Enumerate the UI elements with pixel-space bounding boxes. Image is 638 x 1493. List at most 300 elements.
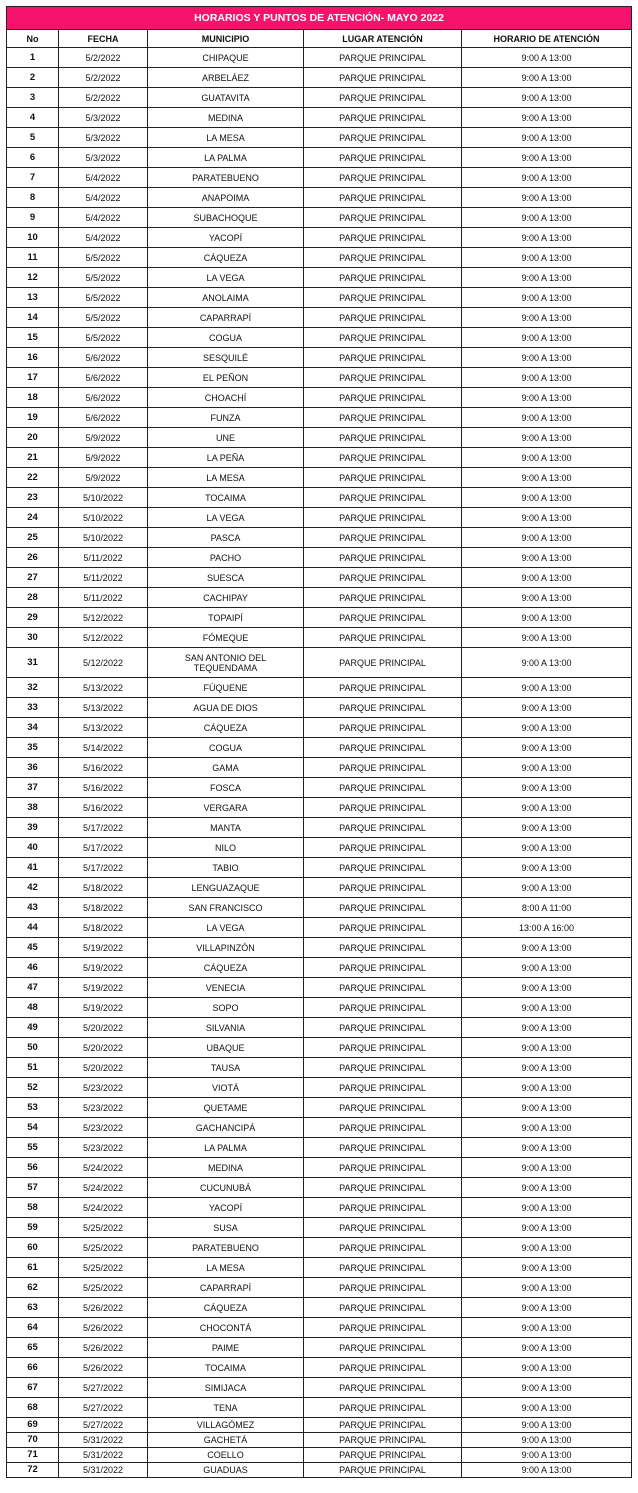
cell-municipio: LENGUAZAQUE [148,878,304,898]
cell-fecha: 5/20/2022 [59,1058,148,1078]
cell-fecha: 5/18/2022 [59,918,148,938]
table-row [7,1178,632,1198]
cell-horario: 9:00 A 13:00 [462,1338,632,1358]
table-row [7,1118,632,1138]
cell-horario: 9:00 A 13:00 [462,1098,632,1118]
cell-fecha: 5/27/2022 [59,1418,148,1433]
cell-no: 42 [7,878,59,898]
cell-horario: 9:00 A 13:00 [462,718,632,738]
cell-no: 18 [7,388,59,408]
cell-no: 57 [7,1178,59,1198]
cell-fecha: 5/4/2022 [59,208,148,228]
cell-municipio: COELLO [148,1448,304,1463]
table-row [7,998,632,1018]
cell-fecha: 5/23/2022 [59,1118,148,1138]
cell-municipio: AGUA DE DIOS [148,698,304,718]
table-row [7,958,632,978]
cell-fecha: 5/25/2022 [59,1258,148,1278]
cell-fecha: 5/31/2022 [59,1433,148,1448]
cell-municipio: CAPARRAPÍ [148,308,304,328]
cell-no: 25 [7,528,59,548]
cell-fecha: 5/6/2022 [59,368,148,388]
cell-lugar: PARQUE PRINCIPAL [304,1238,462,1258]
cell-municipio: SESQUILÉ [148,348,304,368]
cell-no: 10 [7,228,59,248]
cell-municipio: CHOCONTÁ [148,1318,304,1338]
cell-fecha: 5/16/2022 [59,758,148,778]
schedule-sheet [6,6,631,1478]
table-row [7,718,632,738]
schedule-table [6,6,632,1478]
table-row [7,588,632,608]
cell-horario: 9:00 A 13:00 [462,488,632,508]
table-row [7,88,632,108]
cell-municipio: PASCA [148,528,304,548]
cell-horario: 9:00 A 13:00 [462,1278,632,1298]
cell-fecha: 5/19/2022 [59,958,148,978]
cell-fecha: 5/19/2022 [59,978,148,998]
cell-no: 60 [7,1238,59,1258]
cell-municipio: SUESCA [148,568,304,588]
cell-lugar: PARQUE PRINCIPAL [304,228,462,248]
cell-no: 66 [7,1358,59,1378]
cell-no: 68 [7,1398,59,1418]
cell-horario: 9:00 A 13:00 [462,838,632,858]
cell-horario: 9:00 A 13:00 [462,228,632,248]
cell-municipio: COGUA [148,738,304,758]
cell-municipio: YACOPÍ [148,228,304,248]
table-row [7,798,632,818]
cell-lugar: PARQUE PRINCIPAL [304,1463,462,1478]
header-no: No [7,30,59,48]
cell-municipio: MEDINA [148,108,304,128]
cell-municipio: CHOACHÍ [148,388,304,408]
cell-lugar: PARQUE PRINCIPAL [304,48,462,68]
table-row [7,858,632,878]
cell-lugar: PARQUE PRINCIPAL [304,798,462,818]
cell-no: 63 [7,1298,59,1318]
cell-no: 26 [7,548,59,568]
table-row [7,188,632,208]
cell-fecha: 5/3/2022 [59,148,148,168]
cell-lugar: PARQUE PRINCIPAL [304,108,462,128]
cell-municipio: SIMIJACA [148,1378,304,1398]
cell-horario: 9:00 A 13:00 [462,408,632,428]
cell-horario: 9:00 A 13:00 [462,388,632,408]
cell-lugar: PARQUE PRINCIPAL [304,308,462,328]
cell-fecha: 5/31/2022 [59,1463,148,1478]
cell-no: 72 [7,1463,59,1478]
cell-horario: 9:00 A 13:00 [462,1318,632,1338]
cell-lugar: PARQUE PRINCIPAL [304,1138,462,1158]
cell-fecha: 5/23/2022 [59,1078,148,1098]
cell-lugar: PARQUE PRINCIPAL [304,938,462,958]
cell-horario: 9:00 A 13:00 [462,148,632,168]
cell-municipio: PARATEBUENO [148,168,304,188]
cell-lugar: PARQUE PRINCIPAL [304,1098,462,1118]
cell-fecha: 5/27/2022 [59,1398,148,1418]
cell-no: 43 [7,898,59,918]
cell-municipio [148,648,304,678]
cell-no: 9 [7,208,59,228]
cell-no: 4 [7,108,59,128]
table-row [7,308,632,328]
cell-fecha: 5/2/2022 [59,48,148,68]
cell-horario: 9:00 A 13:00 [462,528,632,548]
cell-horario: 9:00 A 13:00 [462,1238,632,1258]
cell-fecha: 5/12/2022 [59,628,148,648]
cell-lugar: PARQUE PRINCIPAL [304,978,462,998]
cell-municipio: CÁQUEZA [148,958,304,978]
cell-lugar: PARQUE PRINCIPAL [304,1418,462,1433]
cell-lugar: PARQUE PRINCIPAL [304,718,462,738]
table-row [7,818,632,838]
cell-no: 34 [7,718,59,738]
table-row [7,48,632,68]
cell-no: 69 [7,1418,59,1433]
table-row [7,918,632,938]
cell-fecha: 5/24/2022 [59,1158,148,1178]
cell-no: 35 [7,738,59,758]
cell-fecha: 5/4/2022 [59,228,148,248]
table-row [7,1418,632,1433]
cell-lugar: PARQUE PRINCIPAL [304,898,462,918]
cell-lugar: PARQUE PRINCIPAL [304,68,462,88]
cell-no: 39 [7,818,59,838]
cell-municipio: FUNZA [148,408,304,428]
cell-no: 21 [7,448,59,468]
cell-lugar: PARQUE PRINCIPAL [304,1038,462,1058]
cell-municipio: EL PEÑON [148,368,304,388]
header-lugar: LUGAR ATENCIÓN [304,30,462,48]
cell-horario: 9:00 A 13:00 [462,1358,632,1378]
cell-horario: 9:00 A 13:00 [462,758,632,778]
cell-lugar: PARQUE PRINCIPAL [304,1378,462,1398]
cell-lugar: PARQUE PRINCIPAL [304,528,462,548]
cell-no: 52 [7,1078,59,1098]
table-row [7,1198,632,1218]
cell-horario: 9:00 A 13:00 [462,1038,632,1058]
cell-horario: 9:00 A 13:00 [462,328,632,348]
cell-no: 49 [7,1018,59,1038]
cell-lugar: PARQUE PRINCIPAL [304,1398,462,1418]
cell-no: 37 [7,778,59,798]
cell-no: 13 [7,288,59,308]
cell-horario: 9:00 A 13:00 [462,168,632,188]
table-row [7,698,632,718]
cell-lugar: PARQUE PRINCIPAL [304,128,462,148]
table-row [7,1018,632,1038]
cell-municipio: CAPARRAPÍ [148,1278,304,1298]
cell-lugar: PARQUE PRINCIPAL [304,588,462,608]
cell-no: 47 [7,978,59,998]
cell-lugar: PARQUE PRINCIPAL [304,268,462,288]
table-row [7,508,632,528]
cell-horario: 9:00 A 13:00 [462,1198,632,1218]
cell-horario: 9:00 A 13:00 [462,208,632,228]
cell-no: 27 [7,568,59,588]
cell-fecha: 5/18/2022 [59,898,148,918]
table-row [7,1433,632,1448]
cell-municipio: UNE [148,428,304,448]
table-row [7,1058,632,1078]
cell-municipio: LA PALMA [148,1138,304,1158]
cell-horario: 9:00 A 13:00 [462,348,632,368]
cell-fecha: 5/20/2022 [59,1038,148,1058]
cell-no: 58 [7,1198,59,1218]
cell-fecha: 5/4/2022 [59,168,148,188]
cell-municipio: ANAPOIMA [148,188,304,208]
cell-lugar: PARQUE PRINCIPAL [304,1298,462,1318]
cell-fecha: 5/26/2022 [59,1318,148,1338]
cell-horario: 9:00 A 13:00 [462,1418,632,1433]
cell-lugar: PARQUE PRINCIPAL [304,508,462,528]
cell-lugar: PARQUE PRINCIPAL [304,568,462,588]
cell-municipio: VIOTÁ [148,1078,304,1098]
cell-fecha: 5/23/2022 [59,1098,148,1118]
cell-horario: 9:00 A 13:00 [462,1138,632,1158]
cell-horario: 9:00 A 13:00 [462,878,632,898]
cell-no: 56 [7,1158,59,1178]
cell-horario: 9:00 A 13:00 [462,468,632,488]
header-municipio: MUNICIPIO [148,30,304,48]
cell-municipio: MANTA [148,818,304,838]
table-row [7,1378,632,1398]
cell-lugar: PARQUE PRINCIPAL [304,1198,462,1218]
cell-no: 8 [7,188,59,208]
cell-lugar: PARQUE PRINCIPAL [304,188,462,208]
cell-municipio: CÁQUEZA [148,1298,304,1318]
cell-horario: 9:00 A 13:00 [462,648,632,678]
cell-lugar: PARQUE PRINCIPAL [304,448,462,468]
cell-no: 30 [7,628,59,648]
header-horario: HORARIO DE ATENCIÓN [462,30,632,48]
cell-lugar: PARQUE PRINCIPAL [304,608,462,628]
municipio-line-2: TEQUENDAMA [193,662,258,673]
cell-fecha: 5/17/2022 [59,838,148,858]
cell-no: 65 [7,1338,59,1358]
cell-lugar: PARQUE PRINCIPAL [304,628,462,648]
cell-municipio: SILVANIA [148,1018,304,1038]
cell-municipio: PARATEBUENO [148,1238,304,1258]
cell-horario: 9:00 A 13:00 [462,1258,632,1278]
table-row [7,1258,632,1278]
cell-horario: 9:00 A 13:00 [462,858,632,878]
table-row [7,1463,632,1478]
cell-lugar: PARQUE PRINCIPAL [304,168,462,188]
cell-no: 22 [7,468,59,488]
cell-fecha: 5/3/2022 [59,108,148,128]
table-row [7,1238,632,1258]
cell-horario: 9:00 A 13:00 [462,1118,632,1138]
cell-fecha: 5/5/2022 [59,248,148,268]
cell-municipio: NILO [148,838,304,858]
cell-lugar: PARQUE PRINCIPAL [304,1278,462,1298]
cell-fecha: 5/26/2022 [59,1298,148,1318]
cell-no: 62 [7,1278,59,1298]
cell-municipio: QUETAME [148,1098,304,1118]
cell-lugar: PARQUE PRINCIPAL [304,428,462,448]
table-row [7,758,632,778]
cell-lugar: PARQUE PRINCIPAL [304,368,462,388]
cell-lugar: PARQUE PRINCIPAL [304,1018,462,1038]
cell-municipio: GACHETÁ [148,1433,304,1448]
cell-horario: 9:00 A 13:00 [462,978,632,998]
cell-horario: 8:00 A 11:00 [462,898,632,918]
cell-municipio: YACOPÍ [148,1198,304,1218]
cell-fecha: 5/2/2022 [59,68,148,88]
table-row [7,288,632,308]
cell-municipio: CÁQUEZA [148,248,304,268]
table-row [7,148,632,168]
table-row [7,1098,632,1118]
cell-municipio: VILLAGÓMEZ [148,1418,304,1433]
cell-fecha: 5/23/2022 [59,1138,148,1158]
cell-no: 36 [7,758,59,778]
municipio-line-1: SAN ANTONIO DEL [184,652,267,663]
cell-no: 45 [7,938,59,958]
table-row [7,978,632,998]
cell-municipio: TOCAIMA [148,1358,304,1378]
cell-fecha: 5/17/2022 [59,818,148,838]
cell-municipio: LA VEGA [148,918,304,938]
cell-municipio: SAN FRANCISCO [148,898,304,918]
cell-horario: 9:00 A 13:00 [462,1378,632,1398]
cell-fecha: 5/5/2022 [59,268,148,288]
cell-lugar: PARQUE PRINCIPAL [304,1448,462,1463]
cell-horario: 9:00 A 13:00 [462,1433,632,1448]
cell-municipio: LA MESA [148,468,304,488]
cell-municipio: TENA [148,1398,304,1418]
cell-no: 24 [7,508,59,528]
cell-no: 38 [7,798,59,818]
cell-no: 61 [7,1258,59,1278]
table-row [7,448,632,468]
cell-municipio: LA VEGA [148,508,304,528]
table-row [7,838,632,858]
cell-municipio: TABIO [148,858,304,878]
cell-fecha: 5/13/2022 [59,698,148,718]
cell-lugar: PARQUE PRINCIPAL [304,878,462,898]
cell-fecha: 5/4/2022 [59,188,148,208]
cell-fecha: 5/12/2022 [59,608,148,628]
cell-fecha: 5/11/2022 [59,548,148,568]
cell-no: 33 [7,698,59,718]
table-row [7,678,632,698]
table-row [7,938,632,958]
cell-no: 54 [7,1118,59,1138]
table-row [7,128,632,148]
cell-lugar: PARQUE PRINCIPAL [304,778,462,798]
cell-municipio: COGUA [148,328,304,348]
cell-horario: 9:00 A 13:00 [462,798,632,818]
table-row [7,1398,632,1418]
cell-horario: 9:00 A 13:00 [462,288,632,308]
cell-fecha: 5/6/2022 [59,388,148,408]
cell-no: 16 [7,348,59,368]
table-row [7,328,632,348]
cell-fecha: 5/5/2022 [59,288,148,308]
cell-fecha: 5/10/2022 [59,508,148,528]
table-row [7,778,632,798]
cell-horario: 9:00 A 13:00 [462,588,632,608]
cell-horario: 9:00 A 13:00 [462,1218,632,1238]
cell-fecha: 5/20/2022 [59,1018,148,1038]
cell-lugar: PARQUE PRINCIPAL [304,1158,462,1178]
cell-fecha: 5/13/2022 [59,678,148,698]
cell-lugar: PARQUE PRINCIPAL [304,208,462,228]
table-row [7,1338,632,1358]
cell-lugar: PARQUE PRINCIPAL [304,758,462,778]
cell-municipio: SUSA [148,1218,304,1238]
cell-horario: 9:00 A 13:00 [462,628,632,648]
cell-fecha: 5/9/2022 [59,468,148,488]
cell-municipio: LA MESA [148,128,304,148]
cell-fecha: 5/9/2022 [59,428,148,448]
cell-fecha: 5/6/2022 [59,348,148,368]
cell-horario: 9:00 A 13:00 [462,958,632,978]
cell-horario: 9:00 A 13:00 [462,188,632,208]
cell-horario: 9:00 A 13:00 [462,308,632,328]
cell-lugar: PARQUE PRINCIPAL [304,248,462,268]
cell-fecha: 5/25/2022 [59,1238,148,1258]
cell-fecha: 5/26/2022 [59,1358,148,1378]
cell-lugar: PARQUE PRINCIPAL [304,388,462,408]
cell-horario: 9:00 A 13:00 [462,1178,632,1198]
table-row [7,1358,632,1378]
cell-no: 55 [7,1138,59,1158]
cell-lugar: PARQUE PRINCIPAL [304,918,462,938]
cell-lugar: PARQUE PRINCIPAL [304,348,462,368]
cell-lugar: PARQUE PRINCIPAL [304,838,462,858]
table-row [7,368,632,388]
cell-no: 19 [7,408,59,428]
title-row [7,7,632,30]
cell-horario: 9:00 A 13:00 [462,938,632,958]
cell-fecha: 5/3/2022 [59,128,148,148]
cell-horario: 9:00 A 13:00 [462,368,632,388]
cell-no: 12 [7,268,59,288]
cell-fecha: 5/10/2022 [59,488,148,508]
cell-fecha: 5/31/2022 [59,1448,148,1463]
cell-no: 32 [7,678,59,698]
cell-lugar: PARQUE PRINCIPAL [304,648,462,678]
cell-lugar: PARQUE PRINCIPAL [304,738,462,758]
cell-municipio: UBAQUE [148,1038,304,1058]
cell-fecha: 5/11/2022 [59,588,148,608]
cell-no: 51 [7,1058,59,1078]
cell-lugar: PARQUE PRINCIPAL [304,548,462,568]
cell-fecha: 5/16/2022 [59,778,148,798]
table-row [7,1318,632,1338]
cell-no: 71 [7,1448,59,1463]
cell-horario: 9:00 A 13:00 [462,1078,632,1098]
table-row [7,1218,632,1238]
cell-horario: 9:00 A 13:00 [462,678,632,698]
cell-horario: 9:00 A 13:00 [462,778,632,798]
table-row [7,1038,632,1058]
cell-horario: 9:00 A 13:00 [462,1058,632,1078]
cell-fecha: 5/19/2022 [59,998,148,1018]
cell-municipio: FOSCA [148,778,304,798]
cell-fecha: 5/19/2022 [59,938,148,958]
cell-municipio: LA PALMA [148,148,304,168]
cell-municipio: SOPO [148,998,304,1018]
cell-municipio: GUATAVITA [148,88,304,108]
cell-horario: 9:00 A 13:00 [462,568,632,588]
cell-no: 53 [7,1098,59,1118]
cell-horario: 9:00 A 13:00 [462,698,632,718]
